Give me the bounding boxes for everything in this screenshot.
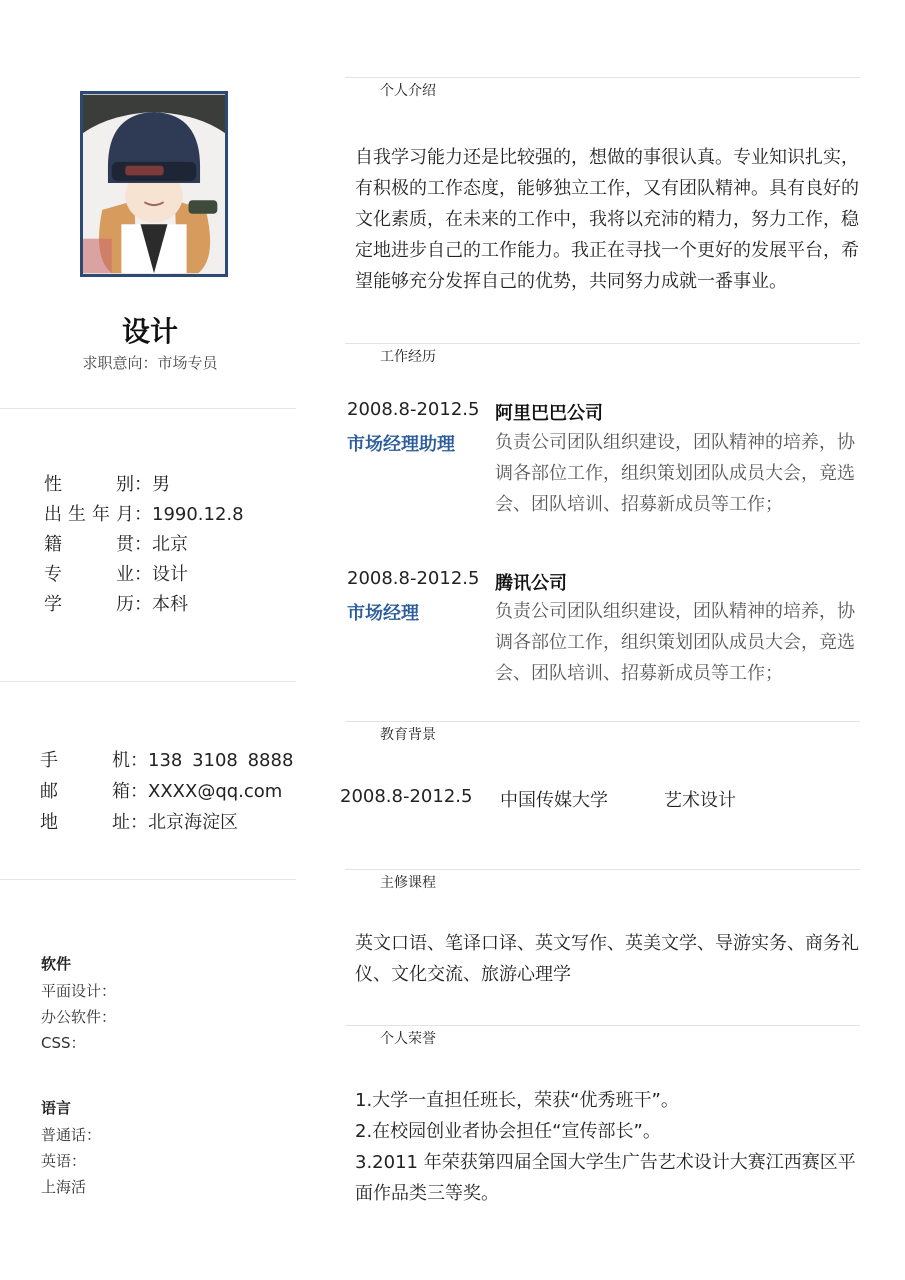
edu-school: 中国传媒大学 [500, 790, 608, 811]
section-title-education: 教育背景 [380, 727, 436, 743]
contact-key: 地址 [40, 812, 130, 833]
intro-paragraph [355, 142, 867, 297]
info-key: 专业 [44, 564, 134, 585]
software-item: 平面设计： [41, 982, 117, 1000]
job-intent-label: 求职意向： [82, 354, 158, 372]
work-role: 市场经理助理 [347, 434, 455, 455]
edu-date: 2008.8-2012.5 [340, 786, 473, 807]
info-row-birth [44, 502, 244, 528]
info-row-major [44, 562, 188, 588]
info-value: 北京 [152, 534, 188, 555]
work-date: 2008.8-2012.5 [347, 399, 480, 420]
job-intent [0, 352, 300, 373]
info-colon: ： [134, 534, 152, 555]
info-row-hometown [44, 532, 188, 558]
contact-key: 手机 [40, 750, 130, 771]
section-title-courses: 主修课程 [380, 875, 436, 891]
honor-item: 面作品类三等奖。 [355, 1183, 499, 1204]
section-divider [345, 1025, 860, 1026]
work-desc-line: 会、团队培训、招募新成员等工作； [495, 663, 783, 684]
contact-value: XXXX@qq.com [148, 781, 283, 802]
work-description [495, 427, 863, 520]
software-heading: 软件 [41, 955, 72, 973]
contact-row-email [40, 779, 282, 805]
info-colon: ： [134, 594, 152, 615]
info-colon: ： [134, 504, 152, 525]
work-description [495, 596, 863, 689]
work-company: 阿里巴巴公司 [495, 403, 603, 424]
contact-key: 邮箱 [40, 781, 130, 802]
section-divider [345, 869, 860, 870]
candidate-name: 设计 [121, 315, 178, 348]
section-title-honors: 个人荣誉 [380, 1031, 436, 1047]
info-colon: ： [130, 750, 148, 771]
info-key: 籍贯 [44, 534, 134, 555]
job-intent-value: 市场专员 [157, 354, 218, 372]
info-colon: ： [130, 812, 148, 833]
contact-row-phone [40, 748, 293, 774]
info-key: 学历 [44, 594, 134, 615]
course-line: 仪、文化交流、旅游心理学 [355, 964, 571, 985]
left-divider [0, 681, 296, 682]
left-divider [0, 879, 296, 880]
info-value: 设计 [152, 564, 188, 585]
software-item: CSS： [41, 1034, 86, 1052]
intro-line: 有积极的工作态度，能够独立工作，又有团队精神。具有良好的 [355, 178, 859, 199]
language-heading: 语言 [41, 1099, 72, 1117]
section-divider [345, 343, 860, 344]
contact-value: 138 3108 8888 [148, 750, 294, 771]
avatar-illustration [83, 94, 225, 274]
work-date: 2008.8-2012.5 [347, 568, 480, 589]
work-desc-line: 调各部位工作，组织策划团队成员大会，竟选 [495, 463, 855, 484]
edu-major: 艺术设计 [664, 790, 736, 811]
info-value: 本科 [152, 594, 188, 615]
language-item: 上海活 [41, 1178, 87, 1196]
profile-photo [80, 91, 228, 277]
software-item: 办公软件： [41, 1008, 117, 1026]
honor-item: 3.2011 年荣获第四届全国大学生广告艺术设计大赛江西赛区平 [355, 1152, 856, 1173]
honor-item: 2.在校园创业者协会担任“宣传部长”。 [355, 1121, 661, 1142]
section-divider [345, 721, 860, 722]
work-desc-line: 负责公司团队组织建设，团队精神的培养，协 [495, 601, 855, 622]
language-item: 普通话： [41, 1126, 102, 1144]
work-role: 市场经理 [347, 603, 419, 624]
intro-line: 文化素质，在未来的工作中，我将以充沛的精力，努力工作，稳 [355, 209, 859, 230]
language-item: 英语： [41, 1152, 87, 1170]
info-value: 1990.12.8 [152, 504, 244, 525]
info-row-gender [44, 472, 170, 498]
contact-row-address [40, 810, 238, 836]
courses-paragraph [355, 928, 867, 990]
contact-value: 北京海淀区 [148, 812, 238, 833]
info-colon: ： [134, 474, 152, 495]
course-line: 英文口语、笔译口译、英文写作、英美文学、导游实务、商务礼 [355, 933, 859, 954]
left-divider [0, 408, 296, 409]
info-key: 性别 [44, 474, 134, 495]
work-desc-line: 会、团队培训、招募新成员等工作； [495, 494, 783, 515]
work-company: 腾讯公司 [495, 573, 567, 594]
honors-list [355, 1085, 865, 1209]
info-row-degree [44, 592, 188, 618]
info-key: 出生年月 [44, 504, 134, 525]
section-title-intro: 个人介绍 [380, 83, 436, 99]
work-desc-line: 调各部位工作，组织策划团队成员大会，竟选 [495, 632, 855, 653]
honor-item: 1.大学一直担任班长，荣获“优秀班干”。 [355, 1090, 679, 1111]
intro-line: 自我学习能力还是比较强的，想做的事很认真。专业知识扎实， [355, 147, 859, 168]
section-divider [345, 77, 860, 78]
info-colon: ： [130, 781, 148, 802]
intro-line: 定地进步自己的工作能力。我正在寻找一个更好的发展平台，希 [355, 240, 859, 261]
work-desc-line: 负责公司团队组织建设，团队精神的培养，协 [495, 432, 855, 453]
info-colon: ： [134, 564, 152, 585]
section-title-work: 工作经历 [380, 349, 436, 365]
info-value: 男 [152, 474, 170, 495]
intro-line: 望能够充分发挥自己的优势，共同努力成就一番事业。 [355, 271, 787, 292]
